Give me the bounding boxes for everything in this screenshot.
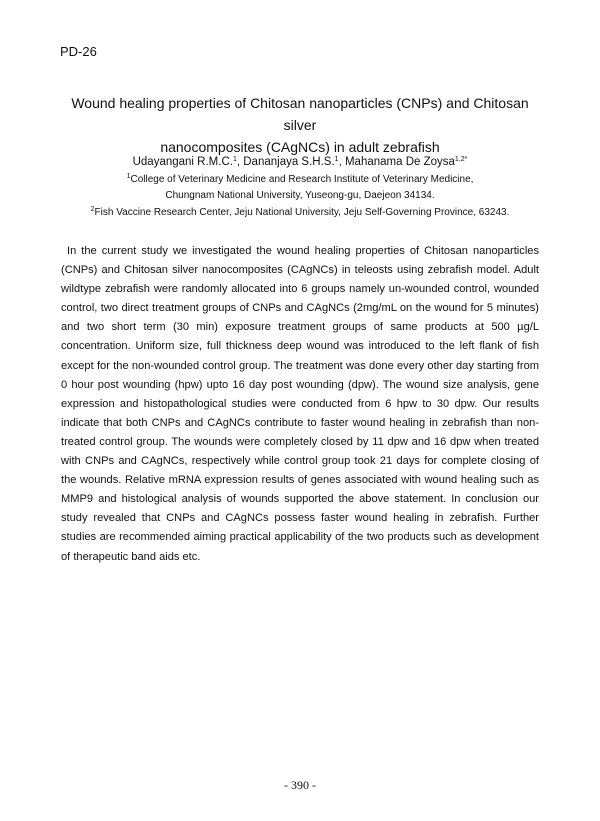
author-affiliation-mark: 1 (232, 156, 237, 163)
affiliation-2: $^2$Fish Vaccine Research Center, Jeju National University, Jeju Self-Governing Province, 63243. (90, 206, 510, 218)
author-affiliation-mark: 1 (334, 156, 339, 163)
paper-title (60, 92, 540, 158)
affiliation-mark: 2 (90, 206, 95, 213)
title-line-1: Wound healing properties of Chitosan nanoparticles (CNPs) and Chitosan silver (71, 95, 529, 133)
author-name: Udayangani R.M.C. (132, 156, 233, 168)
presentation-code: PD-26 (60, 44, 97, 59)
abstract-body: In the current study we investigated the wound healing properties of Chitosan nanoparticles (CNPs) and Chitosan silver nanocomposites (CAgNCs) in teleosts using zebrafish model. Adult wildtype zebrafish were randomly allocated into 6 groups namely un-wounded control, wounded control, two direct treatment groups of CNPs and CAgNCs (2mg/mL on the wound for 5 minutes) and two short term (30 min) exposure treatment groups of same products at 500 µg/L concentration. Uniform size, full thickness deep wound was introduced to the left flank of fish except for the non-wounded control group. The treatment was done every other day starting from 0 hour post wounding (hpw) upto 16 day post wounding (dpw). The wound size analysis, gene expression and histopathological studies were conducted from 6 hpw to 30 dpw. Our results indicate that both CNPs and CAgNCs contribute to faster wound healing in zebrafish than non-treated control group. The wounds were completely closed by 11 dpw and 16 dpw when treated with CNPs and CAgNCs, respectively while control group took 21 days for complete closing of the wounds. Relative mRNA expression results of genes associated with wound healing such as MMP9 and histological analysis of wounds supported the above statement. In conclusion our study revealed that CNPs and CAgNCs possess faster wound healing in zebrafish. Further studies are recommended aiming practical applicability of the two products such as development of therapeutic band aids etc. (61, 245, 539, 563)
affiliation-1-line-1: $^1$College of Veterinary Medicine and Research Institute of Veterinary Medicine, (126, 173, 474, 185)
title-line-2: nanocomposites (CAgNCs) in adult zebrafish (160, 139, 440, 155)
affiliation-1-line-2: Chungnam National University, Yuseong-gu, Daejeon 34134. (165, 190, 435, 201)
affiliation-mark: 1 (126, 173, 131, 180)
author-name: Mahanama De Zoysa (344, 156, 455, 168)
author-name: Dananjaya S.H.S. (243, 156, 335, 168)
page-number: - 390 - (284, 778, 316, 792)
author-list: Udayangani R.M.C.$^1$, Dananjaya S.H.S.$^1$, Mahanama De Zoysa$^{1,2*}$ (132, 156, 468, 168)
author-affiliation-mark: 1,2* (454, 156, 468, 163)
